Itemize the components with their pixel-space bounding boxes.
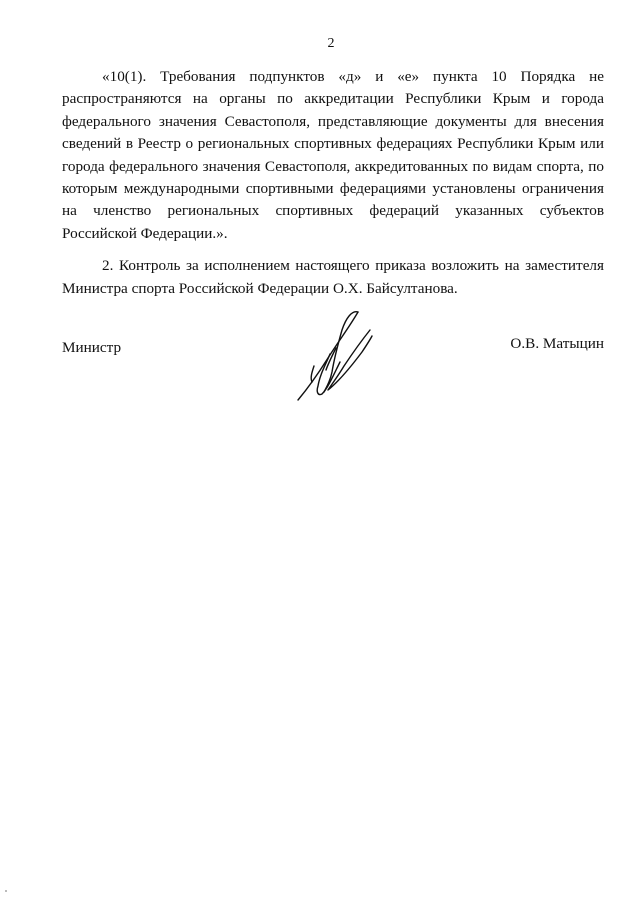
paragraph-control: 2. Контроль за исполнением настоящего приказа возложить на заместителя Министра спорта Российской Федерации О.Х. Байсултанова. bbox=[62, 257, 604, 297]
document-body bbox=[62, 66, 604, 300]
signatory-name: О.В. Матыцин bbox=[510, 335, 604, 352]
signatory-title: Министр bbox=[62, 339, 122, 356]
page-number: 2 bbox=[327, 36, 335, 51]
handwritten-signature-icon bbox=[292, 308, 378, 404]
paragraph-clause-10-1: «10(1). Требования подпунктов «д» и «е» пункта 10 Порядка не распространяются на органы по аккредитации Республики Крым и города федерального значения Севастополя, представляющие документы для внесения сведений в Реестр о региональных спортивных федерациях Республики Крым или города федерального значения Севастополя, аккредитованных по видам спорта, по которым международными спортивными федерациями установлены ограничения на членство региональных спортивных федераций указанных субъектов Российской Федерации.». bbox=[62, 68, 604, 242]
scan-speck bbox=[5, 890, 7, 892]
